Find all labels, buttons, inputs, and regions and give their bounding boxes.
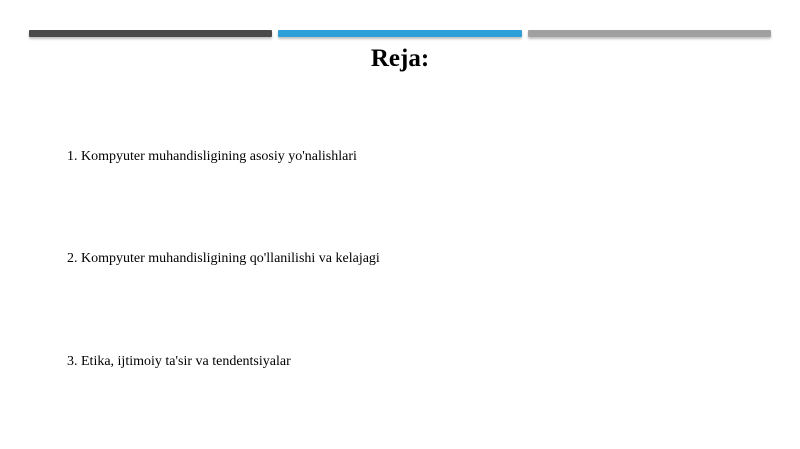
plan-item-2: 2. Kompyuter muhandisligining qo'llanilishi va kelajagi bbox=[67, 251, 380, 266]
decorative-bar-left bbox=[29, 30, 272, 37]
plan-item-1: 1. Kompyuter muhandisligining asosiy yo'nalishlari bbox=[67, 149, 357, 164]
decorative-bar-right bbox=[528, 30, 771, 37]
plan-item-3: 3. Etika, ijtimoiy ta'sir va tendentsiyalar bbox=[67, 354, 291, 369]
slide-title: Reja: bbox=[370, 45, 430, 72]
decorative-bar-middle bbox=[278, 30, 522, 37]
